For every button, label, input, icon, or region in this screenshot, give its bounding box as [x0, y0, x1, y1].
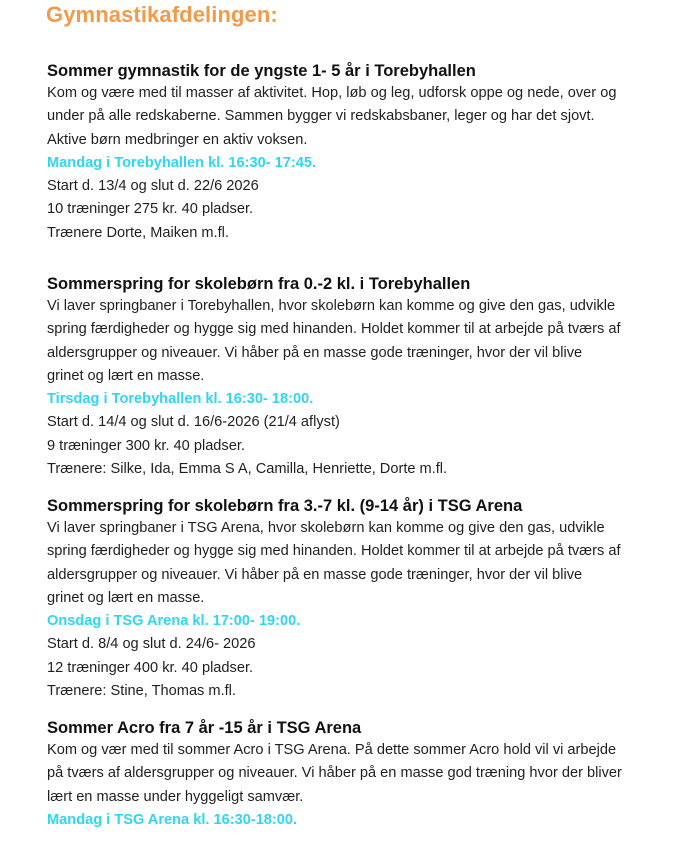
section-description: Vi laver springbaner i TSG Arena, hvor skolebørn kan komme og give den gas, udvikle spring færdigheder og hygge sig med hinanden. Holdet kommer til at arbejde på tværs af aldersgrupper og niveauer. Vi håber på en masse gode træninger, hvor der vil blive grinet og lært en masse. [47, 520, 621, 606]
section-heading: Sommer Acro fra 7 år -15 år i TSG Arena [47, 719, 362, 737]
section-heading: Sommer gymnastik for de yngste 1- 5 år i Torebyhallen [47, 62, 476, 80]
section-spring-0-2 [47, 273, 647, 481]
section-heading: Sommerspring for skolebørn fra 3.-7 kl. (9-14 år) i TSG Arena [47, 497, 523, 515]
page-title: Gymnastikafdelingen: [46, 2, 278, 27]
section-acro [47, 717, 647, 832]
section-toddler-gymnastics [47, 60, 647, 245]
section-spring-3-7 [47, 495, 647, 703]
section-description: Vi laver springbaner i Torebyhallen, hvor skolebørn kan komme og give den gas, udvikle spring færdigheder og hygge sig med hinanden. Holdet kommer til at arbejde på tværs af aldersgrupper og niveauer. Vi håber på en masse gode træninger, hvor der vil blive grinet og lært en masse. [47, 298, 621, 384]
section-details: 12 træninger 400 kr. 40 pladser. [47, 659, 254, 676]
section-trainers: Trænere: Silke, Ida, Emma S A, Camilla, Henriette, Dorte m.fl. [47, 461, 448, 478]
section-description: Kom og vær med til sommer Acro i TSG Arena. På dette sommer Acro hold vil vi arbejde på tværs af aldersgrupper og niveauer. Vi håber på en masse god træning hvor der bliver lært en masse under hyggeligt samvær. [47, 742, 622, 805]
section-schedule: Mandag i TSG Arena kl. 16:30-18:00. [47, 811, 298, 828]
section-heading: Sommerspring for skolebørn fra 0.-2 kl. i Torebyhallen [47, 275, 471, 293]
section-details: 10 træninger 275 kr. 40 pladser. [47, 201, 254, 218]
section-dates: Start d. 8/4 og slut d. 24/6- 2026 [47, 636, 256, 653]
section-details: 9 træninger 300 kr. 40 pladser. [47, 437, 245, 454]
section-schedule: Mandag i Torebyhallen kl. 16:30- 17:45. [47, 154, 316, 171]
section-description: Kom og være med til masser af aktivitet. Hop, løb og leg, udforsk oppe og nede, over og under på alle redskaberne. Sammen bygger vi redskabsbaner, leger og har det sjovt. Aktive børn medbringer en aktiv voksen. [47, 85, 617, 148]
section-schedule: Onsdag i TSG Arena kl. 17:00- 19:00. [47, 613, 301, 630]
section-dates: Start d. 14/4 og slut d. 16/6-2026 (21/4 aflyst) [47, 414, 340, 431]
section-dates: Start d. 13/4 og slut d. 22/6 2026 [47, 178, 259, 195]
section-trainers: Trænere Dorte, Maiken m.fl. [47, 224, 229, 241]
section-schedule: Tirsdag i Torebyhallen kl. 16:30- 18:00. [47, 391, 314, 408]
section-trainers: Trænere: Stine, Thomas m.fl. [47, 683, 236, 700]
